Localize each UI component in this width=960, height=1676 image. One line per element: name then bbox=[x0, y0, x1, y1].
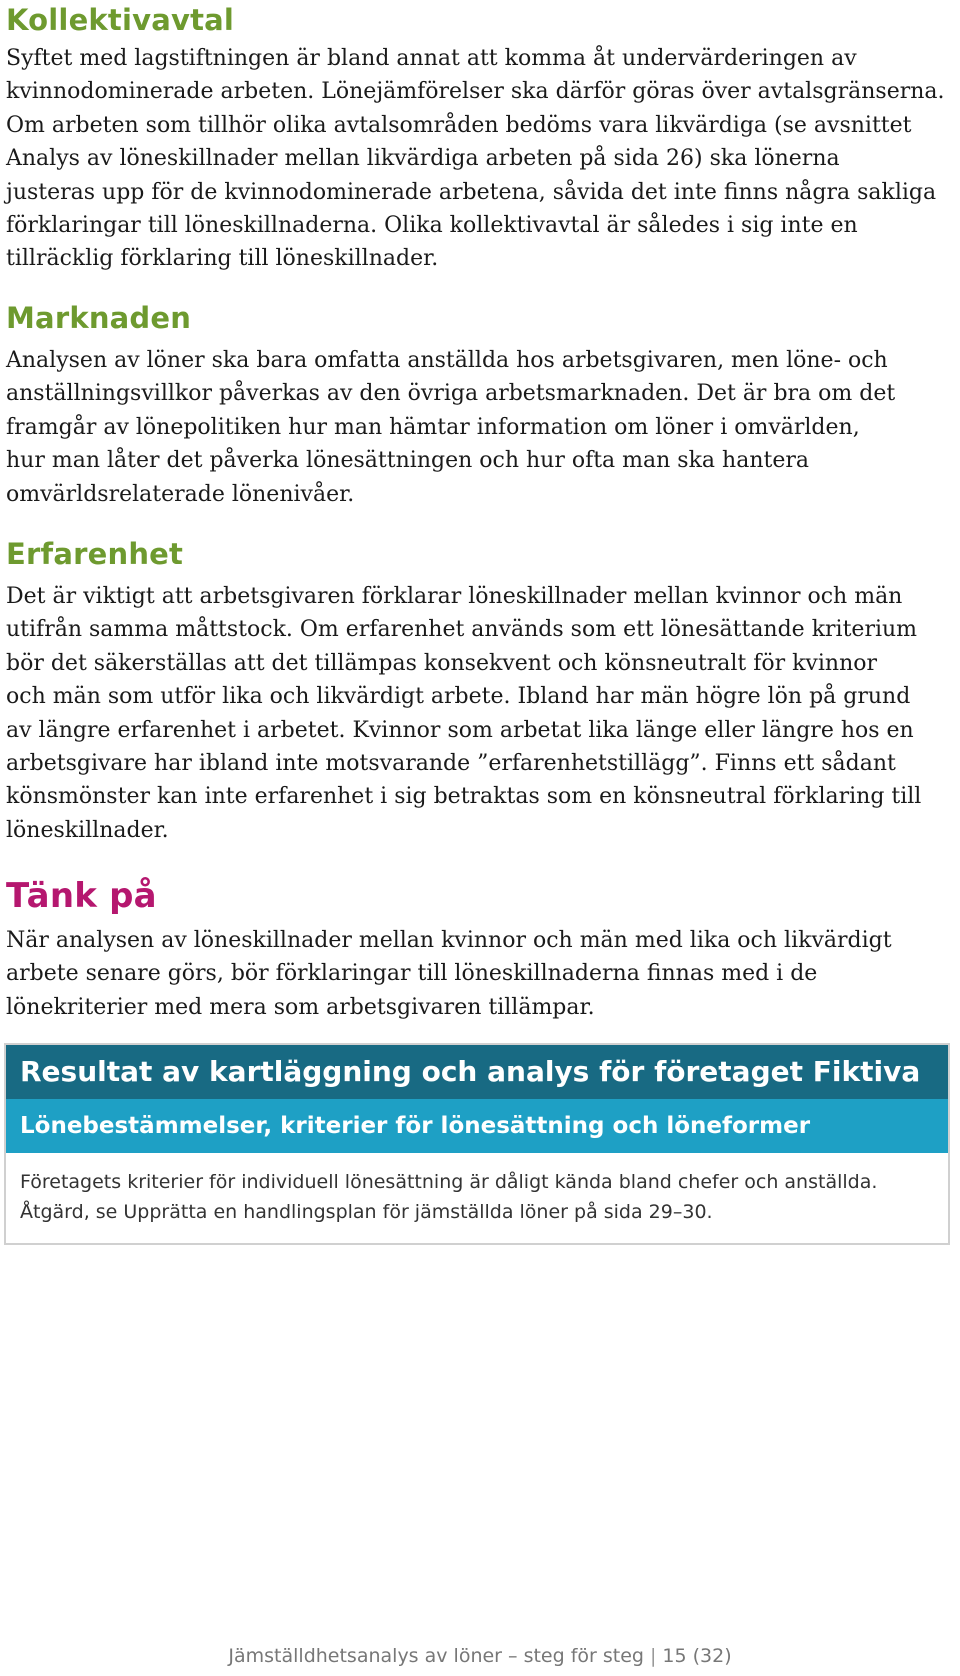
paragraph-line: anställningsvillkor påverkas av den övriga arbetsmarknaden. Det är bra om det bbox=[6, 381, 896, 407]
page-footer bbox=[0, 1645, 960, 1667]
paragraph-line: förklaringar till löneskillnaderna. Olika kollektivavtal är således i sig inte en bbox=[6, 213, 858, 239]
footer-title: Jämställdhetsanalys av löner – steg för steg bbox=[228, 1645, 644, 1667]
paragraph-line: löneskillnader. bbox=[6, 817, 169, 843]
paragraph-line: Om arbeten som tillhör olika avtalsområden bedöms vara likvärdiga (se avsnittet bbox=[6, 112, 912, 138]
section-heading: Marknaden bbox=[6, 301, 192, 335]
paragraph-line: tillräcklig förklaring till löneskillnader. bbox=[6, 246, 439, 272]
paragraph-line: kvinnodominerade arbeten. Lönejämförelser ska därför göras över avtalsgränserna. bbox=[6, 79, 945, 105]
paragraph-line: bör det säkerställas att det tillämpas konsekvent och könsneutralt för kvinnor bbox=[6, 650, 877, 676]
paragraph-line: könsmönster kan inte erfarenhet i sig betraktas som en könsneutral förklaring till bbox=[6, 784, 922, 810]
paragraph-line: utifrån samma måttstock. Om erfarenhet används som ett lönesättande kriterium bbox=[6, 617, 918, 643]
paragraph-line: justeras upp för de kvinnodominerade arbetena, såvida det inte finns några sakliga bbox=[6, 179, 937, 205]
result-box bbox=[4, 1043, 950, 1245]
paragraph-line: arbete senare görs, bör förklaringar till löneskillnaderna finnas med i de bbox=[6, 961, 818, 987]
result-title: Resultat av kartläggning och analys för företaget Fiktiva bbox=[6, 1045, 948, 1099]
section-heading: Erfarenhet bbox=[6, 537, 184, 571]
paragraph-line: arbetsgivare har ibland inte motsvarande ”erfarenhetstillägg”. Finns ett sådant bbox=[6, 751, 896, 777]
page-number: 15 (32) bbox=[662, 1645, 732, 1667]
paragraph-line: omvärldsrelaterade lönenivåer. bbox=[6, 481, 355, 507]
paragraph-line: När analysen av löneskillnader mellan kvinnor och män med lika och likvärdigt bbox=[6, 928, 892, 953]
footer-separator: | bbox=[649, 1645, 657, 1667]
paragraph-line: lönekriterier med mera som arbetsgivaren tillämpar. bbox=[6, 994, 595, 1020]
paragraph-line: framgår av lönepolitiken hur man hämtar information om löner i omvärlden, bbox=[6, 414, 860, 440]
paragraph-line: Analys av löneskillnader mellan likvärdiga arbeten på sida 26) ska lönerna bbox=[6, 146, 840, 172]
result-line: Företagets kriterier för individuell lönesättning är dåligt kända bland chefer och anställda. bbox=[20, 1171, 878, 1193]
result-body bbox=[6, 1153, 948, 1243]
result-subtitle: Lönebestämmelser, kriterier för lönesättning och löneformer bbox=[6, 1099, 948, 1153]
paragraph-line: Syftet med lagstiftningen är bland annat att komma åt undervärderingen av bbox=[6, 46, 857, 71]
result-line: Åtgärd, se Upprätta en handlingsplan för jämställda löner på sida 29–30. bbox=[20, 1201, 713, 1223]
think-heading: Tänk på bbox=[6, 876, 157, 916]
paragraph-line: Analysen av löner ska bara omfatta anställda hos arbetsgivaren, men löne- och bbox=[6, 348, 888, 373]
paragraph-line: hur man låter det påverka lönesättningen och hur ofta man ska hantera bbox=[6, 448, 809, 474]
section-heading: Kollektivavtal bbox=[6, 3, 235, 37]
paragraph-line: och män som utför lika och likvärdigt arbete. Ibland har män högre lön på grund bbox=[6, 684, 911, 710]
paragraph-line: av längre erfarenhet i arbetet. Kvinnor som arbetat lika länge eller längre hos en bbox=[6, 717, 914, 743]
paragraph-line: Det är viktigt att arbetsgivaren förklarar löneskillnader mellan kvinnor och män bbox=[6, 584, 903, 609]
